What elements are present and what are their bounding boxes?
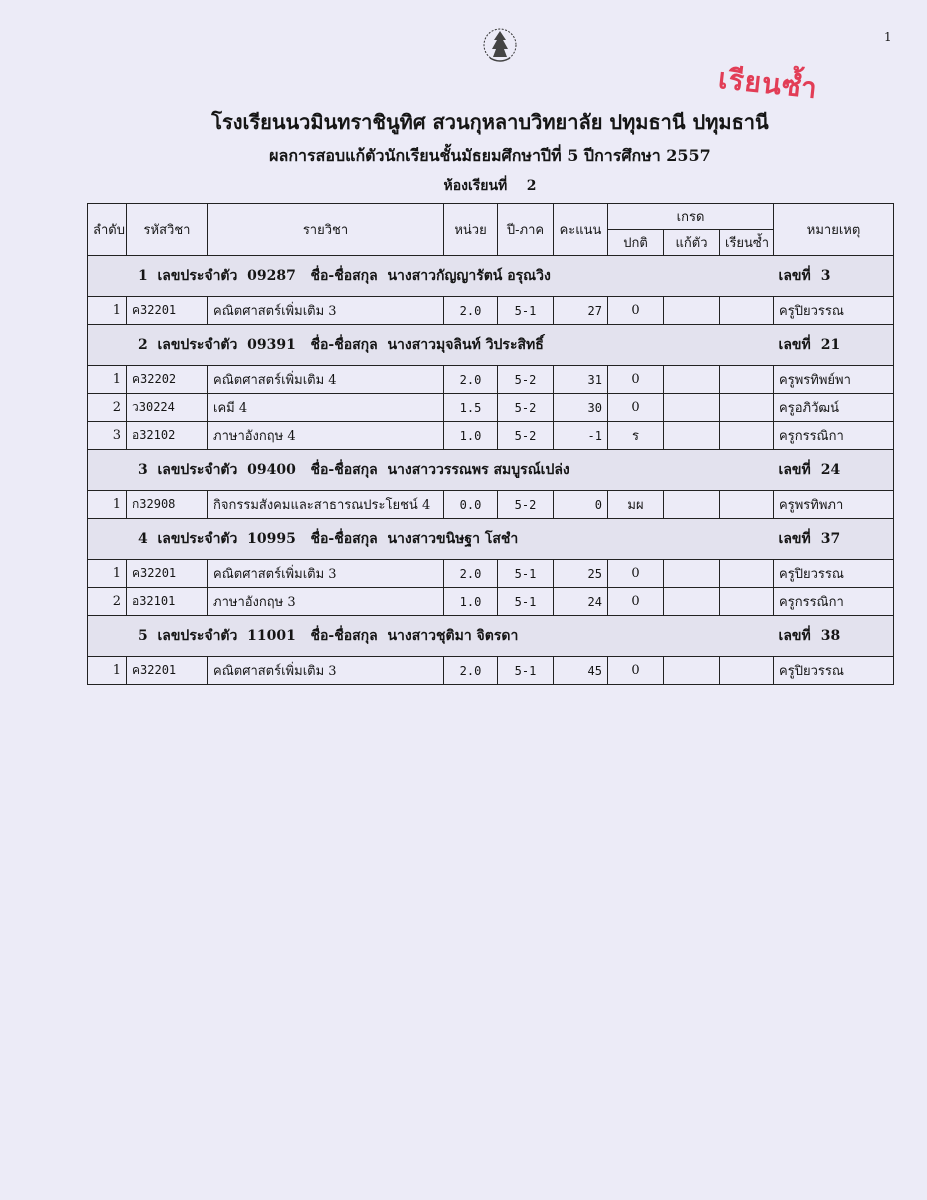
course-row [88,560,894,588]
course-row [88,422,894,450]
student-name: นางสาวขนิษฐา โสชำ [387,531,519,547]
classroom-number: 2 [526,178,537,194]
student-row [88,256,894,297]
course-credit: 1.5 [444,394,498,422]
student-id: 09287 [247,268,296,284]
student-no: 4 [138,531,148,547]
header-score: คะแนน [554,204,608,256]
classroom-line [0,175,927,197]
student-id: 09400 [247,462,296,478]
course-code: ค32201 [127,297,208,325]
student-id-label: เลขประจำตัว [157,531,238,547]
student-row [88,325,894,366]
course-row [88,366,894,394]
grades-body [88,256,894,685]
course-credit: 2.0 [444,560,498,588]
course-order: 1 [88,657,127,685]
course-year-term: 5-1 [498,657,554,685]
course-order: 2 [88,588,127,616]
student-no: 2 [138,337,148,353]
course-credit: 2.0 [444,297,498,325]
seat-number: 3 [820,268,831,284]
course-subject: คณิตศาสตร์เพิ่มเติม 4 [208,366,444,394]
grade-normal: 0 [608,588,664,616]
seat-label: เลขที่ [778,462,811,478]
grade-normal: ร [608,422,664,450]
student-info [88,450,774,491]
student-id: 11001 [247,628,296,644]
seat-label: เลขที่ [778,531,811,547]
grade-repeat [720,560,774,588]
report-title: ผลการสอบแก้ตัวนักเรียนชั้นมัธยมศึกษาปีที่ 5 ปีการศึกษา 2557 [269,146,711,165]
course-order: 1 [88,491,127,519]
course-order: 3 [88,422,127,450]
course-year-term: 5-2 [498,491,554,519]
seat-cell [774,450,894,491]
header-grade-repeat: เรียนซ้ำ [720,230,774,256]
grade-retest [664,297,720,325]
course-subject: เคมี 4 [208,394,444,422]
seat-label: เลขที่ [778,628,811,644]
course-credit: 2.0 [444,366,498,394]
grade-retest [664,366,720,394]
fullname-label: ชื่อ-ชื่อสกุล [310,462,378,478]
grade-normal: 0 [608,394,664,422]
course-remark: ครูกรรณิกา [774,588,894,616]
grade-normal: มผ [608,491,664,519]
grade-repeat [720,366,774,394]
course-year-term: 5-1 [498,588,554,616]
course-code: ค32201 [127,560,208,588]
grade-retest [664,394,720,422]
course-remark: ครูปิยวรรณ [774,657,894,685]
grade-normal: 0 [608,366,664,394]
course-subject: กิจกรรมสังคมและสาธารณประโยชน์ 4 [208,491,444,519]
grade-retest [664,560,720,588]
course-score: 31 [554,366,608,394]
student-name: นางสาววรรณพร สมบูรณ์เปล่ง [387,462,570,478]
seat-cell [774,519,894,560]
school-emblem-icon [470,22,530,70]
header-remark: หมายเหตุ [774,204,894,256]
course-code: ก32908 [127,491,208,519]
header-grade-retest: แก้ตัว [664,230,720,256]
seat-number: 21 [820,337,841,353]
header-subject: รายวิชา [208,204,444,256]
course-credit: 1.0 [444,422,498,450]
course-subject: คณิตศาสตร์เพิ่มเติม 3 [208,297,444,325]
grade-repeat [720,588,774,616]
header-grade: เกรด [608,204,774,230]
course-credit: 1.0 [444,588,498,616]
student-id-label: เลขประจำตัว [157,337,238,353]
course-credit: 0.0 [444,491,498,519]
seat-number: 37 [820,531,841,547]
grade-retest [664,422,720,450]
fullname-label: ชื่อ-ชื่อสกุล [310,268,378,284]
student-info [88,325,774,366]
course-remark: ครูพรทิพย์พา [774,366,894,394]
page-number: 1 [884,30,892,44]
grades-table [87,203,894,685]
student-name: นางสาวกัญญารัตน์ อรุณวิง [387,268,551,284]
student-info [88,616,774,657]
student-info [88,519,774,560]
grade-repeat [720,297,774,325]
course-code: ว30224 [127,394,208,422]
course-code: อ32102 [127,422,208,450]
fullname-label: ชื่อ-ชื่อสกุล [310,337,378,353]
course-remark: ครูปิยวรรณ [774,297,894,325]
header-grade-normal: ปกติ [608,230,664,256]
course-code: ค32202 [127,366,208,394]
course-row [88,297,894,325]
student-id-label: เลขประจำตัว [157,462,238,478]
grade-normal: 0 [608,657,664,685]
student-name: นางสาวมุจลินท์ วิประสิทธิ์ [387,337,544,353]
student-id: 09391 [247,337,296,353]
course-row [88,491,894,519]
student-id: 10995 [247,531,296,547]
course-row [88,394,894,422]
student-row [88,616,894,657]
course-score: -1 [554,422,608,450]
school-name: โรงเรียนนวมินทราชินูทิศ สวนกุหลาบวิทยาลัย ปทุมธานี ปทุมธานี [211,110,769,134]
course-order: 1 [88,560,127,588]
course-remark: ครูปิยวรรณ [774,560,894,588]
grade-retest [664,657,720,685]
header-code: รหัสวิชา [127,204,208,256]
header-year-term: ปี-ภาค [498,204,554,256]
course-order: 1 [88,366,127,394]
course-score: 25 [554,560,608,588]
course-score: 24 [554,588,608,616]
grade-retest [664,491,720,519]
student-info [88,256,774,297]
seat-cell [774,616,894,657]
course-year-term: 5-1 [498,560,554,588]
fullname-label: ชื่อ-ชื่อสกุล [310,628,378,644]
student-id-label: เลขประจำตัว [157,268,238,284]
course-remark: ครูพรทิพภา [774,491,894,519]
grade-repeat [720,394,774,422]
student-name: นางสาวชุติมา จิตรดา [387,628,519,644]
grade-repeat [720,657,774,685]
course-score: 45 [554,657,608,685]
course-year-term: 5-2 [498,422,554,450]
course-remark: ครูอภิวัฒน์ [774,394,894,422]
course-score: 27 [554,297,608,325]
grade-repeat [720,491,774,519]
course-code: ค32201 [127,657,208,685]
grade-repeat [720,422,774,450]
seat-cell [774,325,894,366]
fullname-label: ชื่อ-ชื่อสกุล [310,531,378,547]
course-remark: ครูกรรณิกา [774,422,894,450]
seat-cell [774,256,894,297]
repeat-course-stamp: เรียนซ้ำ [716,61,820,106]
seat-label: เลขที่ [778,337,811,353]
course-subject: คณิตศาสตร์เพิ่มเติม 3 [208,657,444,685]
course-subject: ภาษาอังกฤษ 4 [208,422,444,450]
student-row [88,450,894,491]
course-credit: 2.0 [444,657,498,685]
course-order: 2 [88,394,127,422]
course-year-term: 5-2 [498,366,554,394]
course-score: 30 [554,394,608,422]
course-order: 1 [88,297,127,325]
course-year-term: 5-2 [498,394,554,422]
student-row [88,519,894,560]
course-row [88,588,894,616]
course-row [88,657,894,685]
grade-normal: 0 [608,297,664,325]
grade-normal: 0 [608,560,664,588]
course-subject: คณิตศาสตร์เพิ่มเติม 3 [208,560,444,588]
course-year-term: 5-1 [498,297,554,325]
student-id-label: เลขประจำตัว [157,628,238,644]
course-code: อ32101 [127,588,208,616]
seat-number: 24 [820,462,841,478]
seat-number: 38 [820,628,841,644]
student-no: 1 [138,268,148,284]
course-score: 0 [554,491,608,519]
student-no: 3 [138,462,148,478]
header-credit: หน่วย [444,204,498,256]
seat-label: เลขที่ [778,268,811,284]
classroom-label: ห้องเรียนที่ [443,178,508,194]
header-order: ลำดับ [88,204,127,256]
student-no: 5 [138,628,148,644]
course-subject: ภาษาอังกฤษ 3 [208,588,444,616]
grade-retest [664,588,720,616]
